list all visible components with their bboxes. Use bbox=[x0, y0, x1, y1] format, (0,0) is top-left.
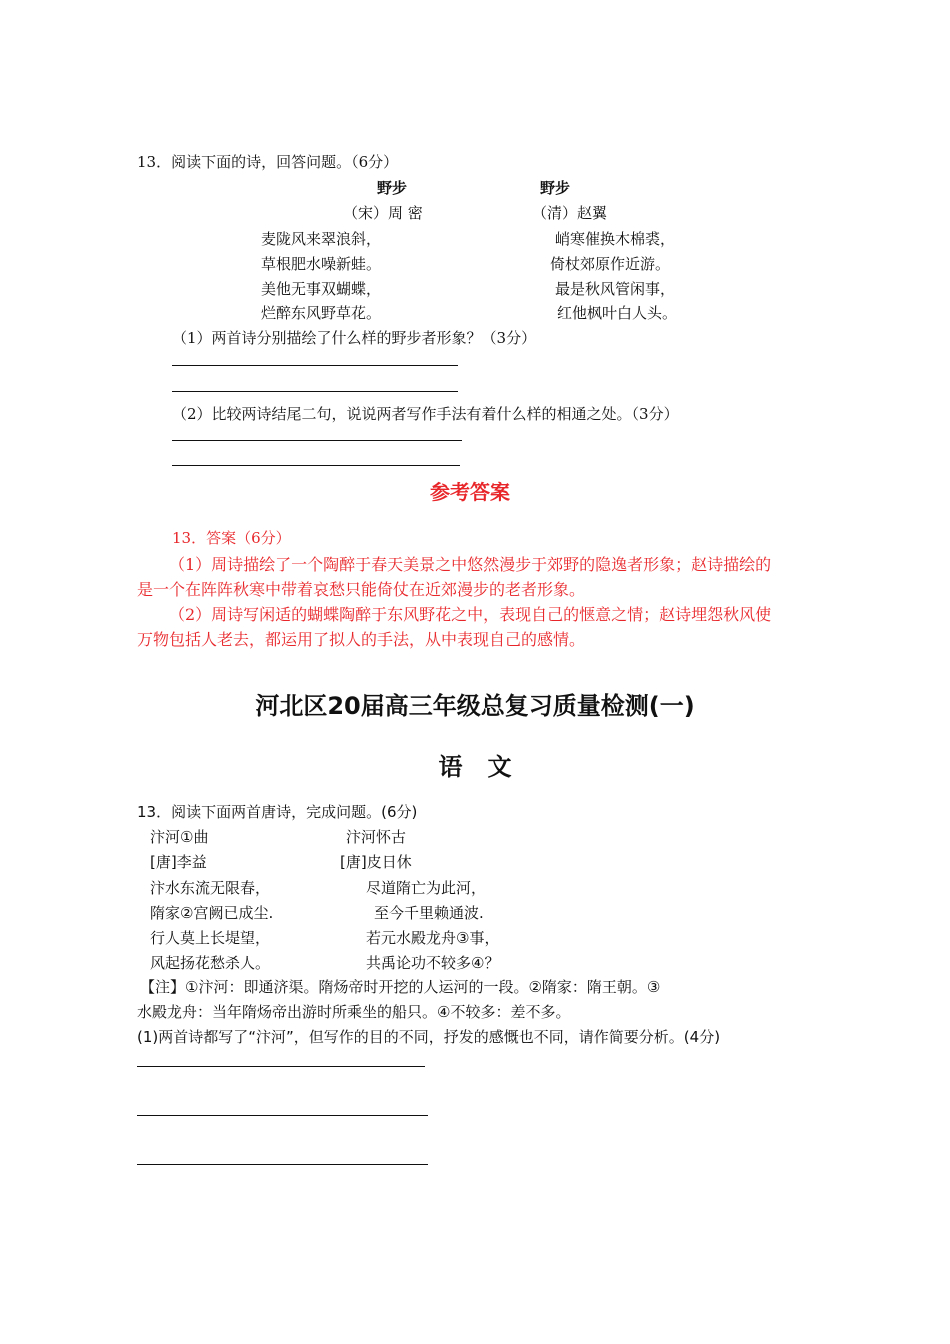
poem-a-line: 美他无事双蝴蝶， bbox=[261, 280, 382, 298]
exam-title: 河北区20届高三年级总复习质量检测(一) bbox=[255, 692, 695, 720]
q2-poem-b-line: 共禹论功不较多④？ bbox=[366, 954, 500, 972]
answer-line bbox=[172, 365, 458, 366]
q1-sub1: （1）两首诗分别描绘了什么样的野步者形象？（3分） bbox=[172, 329, 537, 347]
answer-1-line1: （1）周诗描绘了一个陶醉于春天美景之中悠然漫步于郊野的隐逸者形象；赵诗描绘的 bbox=[169, 555, 772, 574]
poem-a-line: 麦陇风来翠浪斜， bbox=[261, 230, 382, 248]
exam-subject: 语 文 bbox=[438, 753, 512, 781]
q2-poem-b-line: 若元水殿龙舟③事， bbox=[366, 929, 500, 947]
q2-poem-a-line: 行人莫上长堤望， bbox=[150, 929, 271, 947]
answer-2-line1: （2）周诗写闲适的蝴蝶陶醉于东风野花之中，表现自己的惬意之情；赵诗埋怨秋风使 bbox=[169, 605, 772, 624]
answer-heading: 参考答案 bbox=[430, 480, 510, 504]
answer-line bbox=[137, 1066, 425, 1067]
q2-poem-a-title: 汴河①曲 bbox=[150, 828, 209, 846]
poem-a-line: 烂醉东风野草花。 bbox=[261, 304, 382, 322]
q1-sub2: （2）比较两诗结尾二句，说说两者写作手法有着什么样的相通之处。（3分） bbox=[172, 405, 679, 423]
poem-b-line: 最是秋风管闲事， bbox=[555, 280, 676, 298]
q2-poem-a-line: 风起扬花愁杀人。 bbox=[150, 954, 271, 972]
answer-line bbox=[137, 1115, 428, 1116]
answer-line bbox=[172, 465, 460, 466]
poem-a-line: 草根肥水噪新蛙。 bbox=[261, 255, 382, 273]
q2-poem-b-line: 尽道隋亡为此河， bbox=[366, 879, 487, 897]
poem-b-line: 红他枫叶白人头。 bbox=[557, 304, 678, 322]
answer-1-line2: 是一个在阵阵秋寒中带着哀愁只能倚仗在近郊漫步的老者形象。 bbox=[137, 580, 586, 599]
poem-b-title: 野步 bbox=[540, 179, 571, 197]
poem-b-line: 倚杖郊原作近游。 bbox=[550, 255, 671, 273]
q2-poem-a-line: 汴水东流无限春， bbox=[150, 879, 271, 897]
answer-line bbox=[172, 440, 462, 441]
q2-poem-b-line: 至今千里赖通波. bbox=[374, 904, 484, 922]
q2-poem-a-author: [唐]李益 bbox=[150, 853, 207, 871]
answer-line bbox=[137, 1164, 428, 1165]
poem-b-author: （清）赵翼 bbox=[532, 204, 608, 222]
q2-poem-a-line: 隋家②宫阙已成尘. bbox=[150, 904, 274, 922]
q2-note-line1: 【注】①汴河：即通济渠。隋炀帝时开挖的人运河的一段。②隋家：隋王朝。③ bbox=[140, 978, 661, 996]
q2-poem-b-title: 汴河怀古 bbox=[346, 828, 407, 846]
answer-line bbox=[172, 391, 458, 392]
answer-2-line2: 万物包括人老去，都运用了拟人的手法，从中表现自己的感情。 bbox=[137, 630, 586, 649]
poem-b-line: 峭寒催换木棉裘， bbox=[555, 230, 676, 248]
answer-label: 13．答案（6分） bbox=[172, 529, 291, 547]
q2-prompt: 13．阅读下面两首唐诗，完成问题。(6分) bbox=[137, 803, 418, 821]
q2-sub1: (1)两首诗都写了“汴河”，但写作的目的不同，抒发的感慨也不同，请作简要分析。(4分) bbox=[137, 1028, 721, 1046]
poem-a-title: 野步 bbox=[377, 179, 408, 197]
poem-a-author: （宋）周 密 bbox=[343, 204, 423, 222]
q1-prompt: 13．阅读下面的诗，回答问题。（6分） bbox=[137, 153, 399, 171]
q2-note-line2: 水殿龙舟：当年隋炀帝出游时所乘坐的船只。④不较多：差不多。 bbox=[137, 1003, 571, 1021]
q2-poem-b-author: [唐]皮日休 bbox=[340, 853, 412, 871]
